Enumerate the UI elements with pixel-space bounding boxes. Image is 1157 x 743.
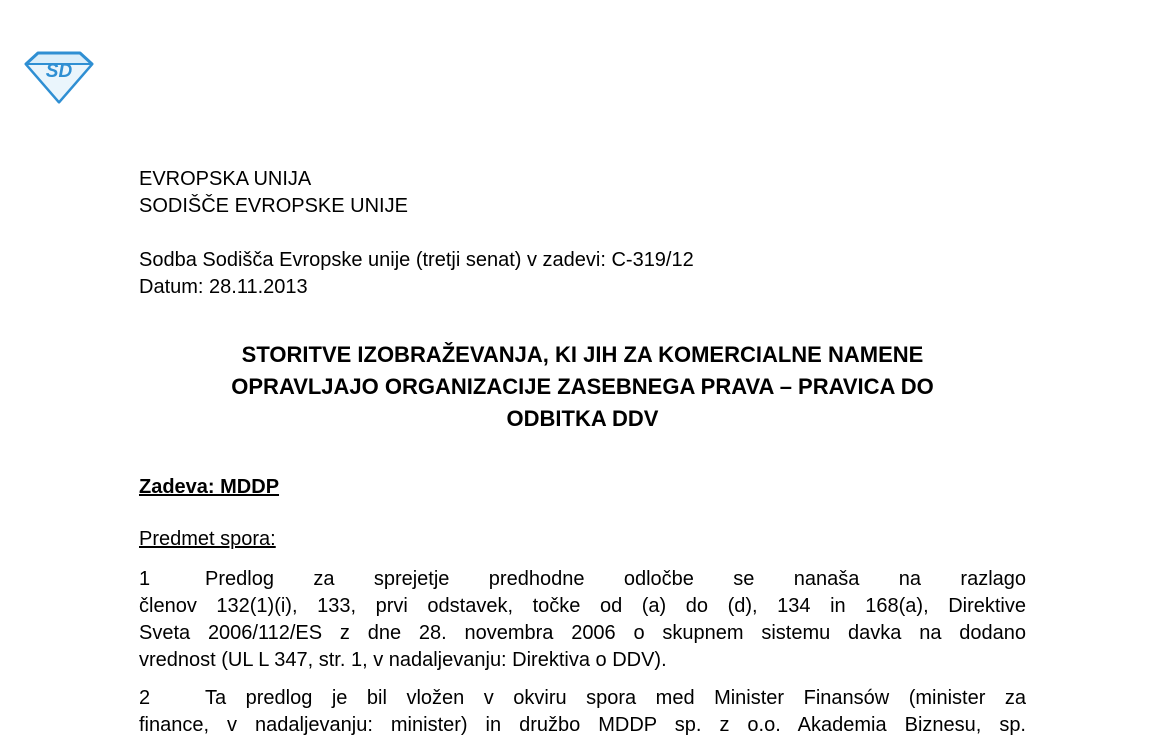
court-logo-icon [22, 50, 96, 104]
case-reference [139, 247, 1026, 301]
logo-text: SD [45, 61, 73, 82]
document-title [139, 339, 1026, 435]
subject-label: Predmet spora: [139, 528, 276, 550]
org-line-court: SODIŠČE EVROPSKE UNIJE [139, 195, 408, 217]
paragraph-1 [139, 566, 1026, 674]
paragraph-line: finance, v nadaljevanju: minister) in družbo MDDP sp. z o.o. Akademia Biznesu, sp. [139, 714, 1026, 736]
title-line-3: ODBITKA DDV [506, 406, 659, 431]
judgment-line: Sodba Sodišča Evropske unije (tretji senat) v zadevi: C-319/12 [139, 249, 694, 271]
paragraph-number: 1 [139, 568, 151, 590]
paragraph-line [139, 685, 1026, 712]
org-line-eu: EVROPSKA UNIJA [139, 168, 312, 190]
paragraph-text: Predlog za sprejetje predhodne odločbe se nanaša na razlago [205, 568, 1026, 590]
court-header [139, 166, 1026, 220]
paragraph-line: vrednost (UL L 347, str. 1, v nadaljevanju: Direktiva o DDV). [139, 649, 667, 671]
title-line-2: OPRAVLJAJO ORGANIZACIJE ZASEBNEGA PRAVA – PRAVICA DO [231, 374, 934, 399]
date-line: Datum: 28.11.2013 [139, 276, 308, 298]
paragraph-text: Ta predlog je bil vložen v okviru spora med Minister Finansów (minister za [205, 687, 1026, 709]
paragraph-line: členov 132(1)(i), 133, prvi odstavek, točke od (a) do (d), 134 in 168(a), Direktive [139, 595, 1026, 617]
title-line-1: STORITVE IZOBRAŽEVANJA, KI JIH ZA KOMERCIALNE NAMENE [241, 342, 924, 367]
case-label: Zadeva: MDDP [139, 476, 280, 498]
paragraph-number: 2 [139, 687, 151, 709]
paragraph-line: Sveta 2006/112/ES z dne 28. novembra 2006 o skupnem sistemu davka na dodano [139, 622, 1026, 644]
paragraph-line [139, 566, 1026, 593]
paragraph-2 [139, 685, 1026, 739]
